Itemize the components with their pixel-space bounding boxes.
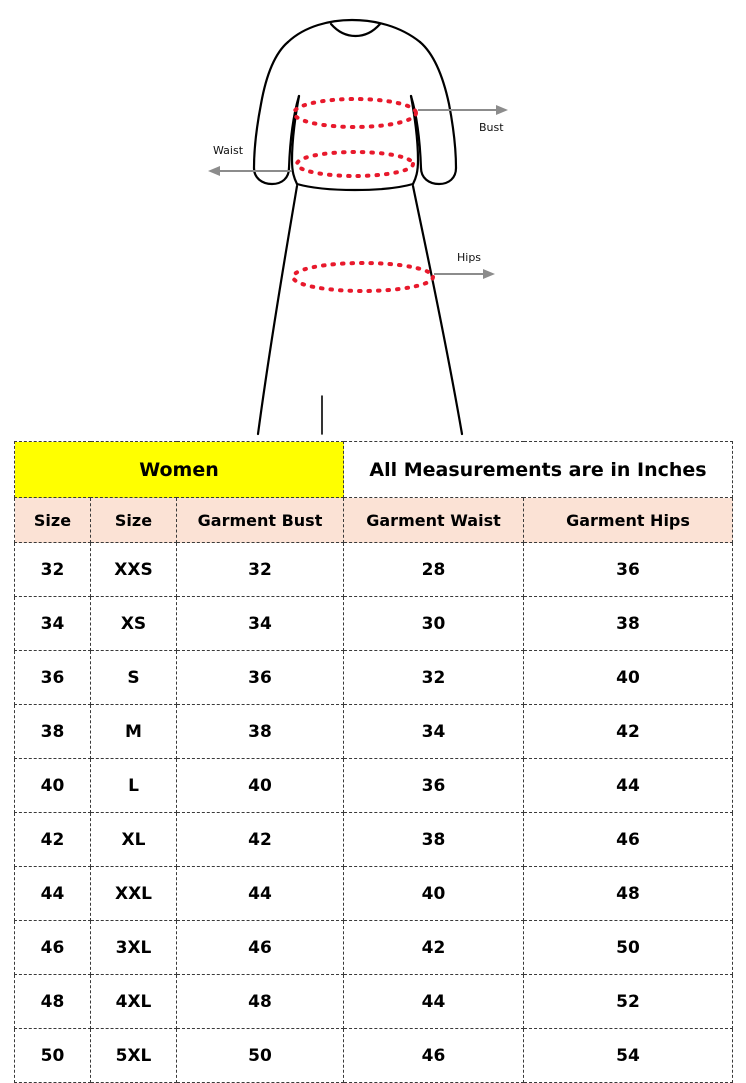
table-row: [15, 921, 733, 975]
waist-arrow-icon: [208, 166, 292, 176]
cell-hips: 44: [524, 759, 733, 813]
cell-hips: 52: [524, 975, 733, 1029]
column-header-garment-bust: Garment Bust: [177, 498, 344, 543]
cell-size-numeric: 34: [15, 597, 91, 651]
table-row: [15, 543, 733, 597]
cell-hips: 40: [524, 651, 733, 705]
hips-arrow-icon: [434, 269, 495, 279]
cell-hips: 46: [524, 813, 733, 867]
table-title-row: [15, 442, 733, 498]
hips-measure-ellipse: [293, 263, 433, 291]
cell-size-numeric: 42: [15, 813, 91, 867]
bust-arrow-icon: [418, 105, 508, 115]
table-row: [15, 975, 733, 1029]
cell-hips: 54: [524, 1029, 733, 1083]
cell-size-numeric: 40: [15, 759, 91, 813]
cell-size-alpha: M: [91, 705, 177, 759]
column-header-garment-hips: Garment Hips: [524, 498, 733, 543]
table-row: [15, 1029, 733, 1083]
dress-outline-icon: [254, 20, 462, 434]
cell-size-alpha: XL: [91, 813, 177, 867]
cell-size-alpha: XS: [91, 597, 177, 651]
cell-bust: 36: [177, 651, 344, 705]
cell-hips: 38: [524, 597, 733, 651]
cell-hips: 50: [524, 921, 733, 975]
cell-bust: 46: [177, 921, 344, 975]
cell-bust: 32: [177, 543, 344, 597]
cell-size-alpha: L: [91, 759, 177, 813]
size-chart-table: [14, 441, 733, 1083]
cell-waist: 40: [344, 867, 524, 921]
cell-size-numeric: 38: [15, 705, 91, 759]
cell-size-numeric: 46: [15, 921, 91, 975]
column-header-size-numeric: Size: [15, 498, 91, 543]
cell-size-numeric: 36: [15, 651, 91, 705]
cell-bust: 44: [177, 867, 344, 921]
hips-label: Hips: [457, 251, 482, 264]
size-chart-table-container: [14, 441, 732, 1083]
table-row: [15, 867, 733, 921]
column-header-size-alpha: Size: [91, 498, 177, 543]
table-row: [15, 759, 733, 813]
cell-waist: 42: [344, 921, 524, 975]
cell-bust: 50: [177, 1029, 344, 1083]
cell-hips: 48: [524, 867, 733, 921]
bust-label: Bust: [479, 121, 504, 134]
waist-label: Waist: [213, 144, 244, 157]
cell-bust: 42: [177, 813, 344, 867]
title-measurements: All Measurements are in Inches: [344, 442, 733, 498]
cell-size-alpha: S: [91, 651, 177, 705]
cell-size-numeric: 48: [15, 975, 91, 1029]
table-row: [15, 705, 733, 759]
cell-size-numeric: 32: [15, 543, 91, 597]
cell-waist: 30: [344, 597, 524, 651]
table-header-row: [15, 498, 733, 543]
cell-bust: 40: [177, 759, 344, 813]
cell-bust: 48: [177, 975, 344, 1029]
table-row: [15, 813, 733, 867]
table-row: [15, 651, 733, 705]
title-women: Women: [15, 442, 344, 498]
table-row: [15, 597, 733, 651]
cell-size-alpha: 3XL: [91, 921, 177, 975]
column-header-garment-waist: Garment Waist: [344, 498, 524, 543]
cell-waist: 28: [344, 543, 524, 597]
cell-size-numeric: 44: [15, 867, 91, 921]
waist-measure-ellipse: [297, 152, 413, 176]
cell-size-alpha: XXS: [91, 543, 177, 597]
cell-hips: 42: [524, 705, 733, 759]
cell-waist: 34: [344, 705, 524, 759]
cell-hips: 36: [524, 543, 733, 597]
cell-size-numeric: 50: [15, 1029, 91, 1083]
cell-waist: 46: [344, 1029, 524, 1083]
cell-waist: 38: [344, 813, 524, 867]
cell-size-alpha: 5XL: [91, 1029, 177, 1083]
bust-measure-ellipse: [294, 99, 416, 127]
cell-bust: 34: [177, 597, 344, 651]
cell-size-alpha: XXL: [91, 867, 177, 921]
cell-waist: 44: [344, 975, 524, 1029]
cell-bust: 38: [177, 705, 344, 759]
cell-waist: 32: [344, 651, 524, 705]
cell-size-alpha: 4XL: [91, 975, 177, 1029]
cell-waist: 36: [344, 759, 524, 813]
dress-measurement-diagram: [0, 0, 746, 440]
